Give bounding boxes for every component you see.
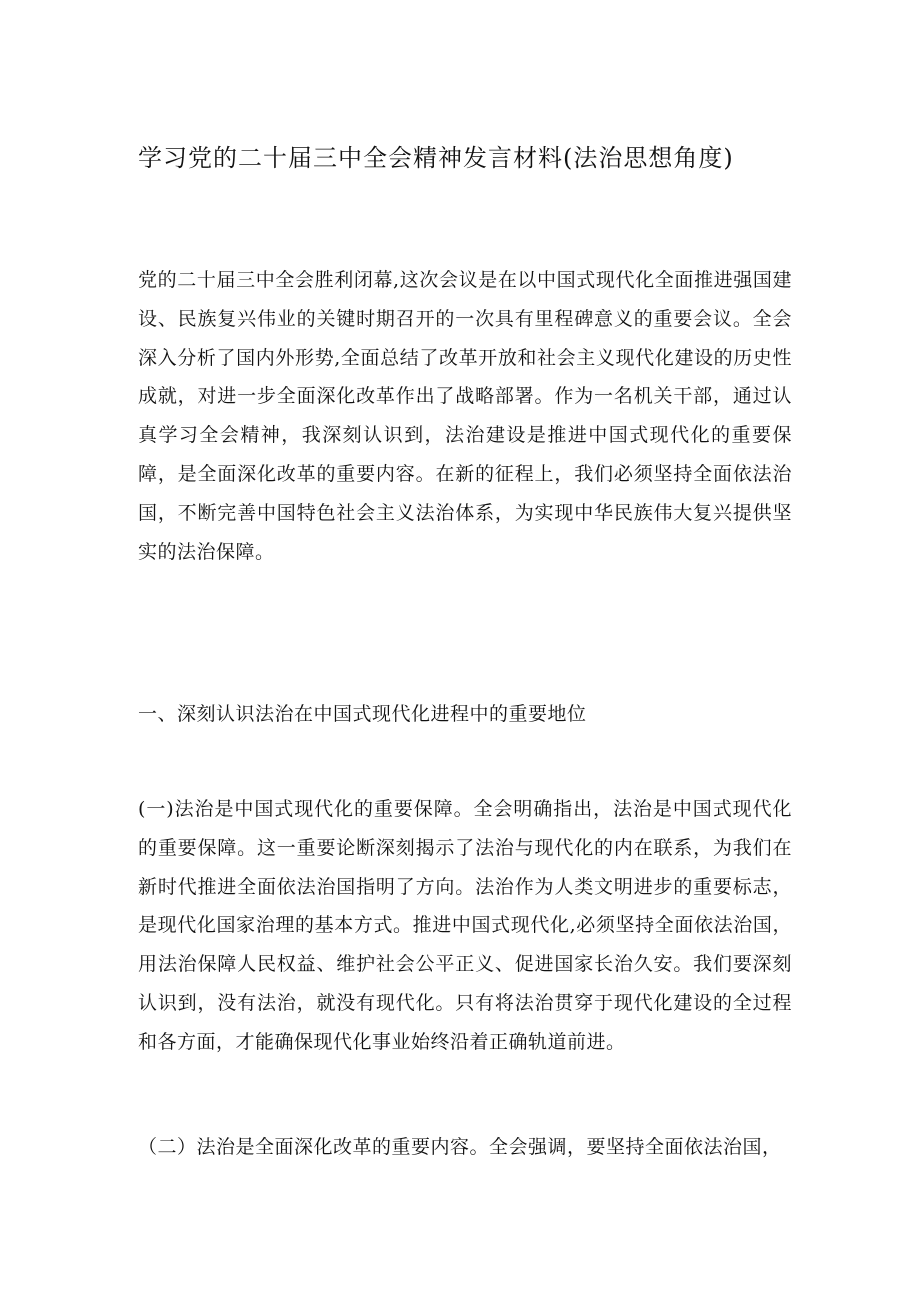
section-paragraph-2: （二）法治是全面深化改革的重要内容。全会强调，要坚持全面依法治国，: [138, 1136, 782, 1158]
intro-paragraph: 党的二十届三中全会胜利闭幕,这次会议是在以中国式现代化全面推进强国建设、民族复兴伟业的关键时期召开的一次具有里程碑意义的重要会议。全会深入分析了国内外形势,全面总结了改革开放和社会主义现代化建设的历史性成就，对进一步全面深化改革作出了战略部署。作为一名机关干部，通过认真学习全会精神，我深刻认识到，法治建设是推进中国式现代化的重要保障，是全面深化改革的重要内容。在新的征程上，我们必须坚持全面依法治国，不断完善中国特色社会主义法治体系，为实现中华民族伟大复兴提供坚实的法治保障。: [138, 269, 792, 563]
section-heading: 一、深刻认识法治在中国式现代化进程中的重要地位: [138, 703, 587, 725]
document-title: 学习党的二十届三中全会精神发言材料(法治思想角度): [138, 144, 734, 172]
section-paragraph-1: (一)法治是中国式现代化的重要保障。全会明确指出，法治是中国式现代化的重要保障。这一重要论断深刻揭示了法治与现代化的内在联系，为我们在新时代推进全面依法治国指明了方向。法治作为人类文明进步的重要标志，是现代化国家治理的基本方式。推进中国式现代化,必须坚持全面依法治国，用法治保障人民权益、维护社会公平正义、促进国家长治久安。我们要深刻认识到，没有法治，就没有现代化。只有将法治贯穿于现代化建设的全过程和各方面，才能确保现代化事业始终沿着正确轨道前进。: [138, 798, 792, 1053]
